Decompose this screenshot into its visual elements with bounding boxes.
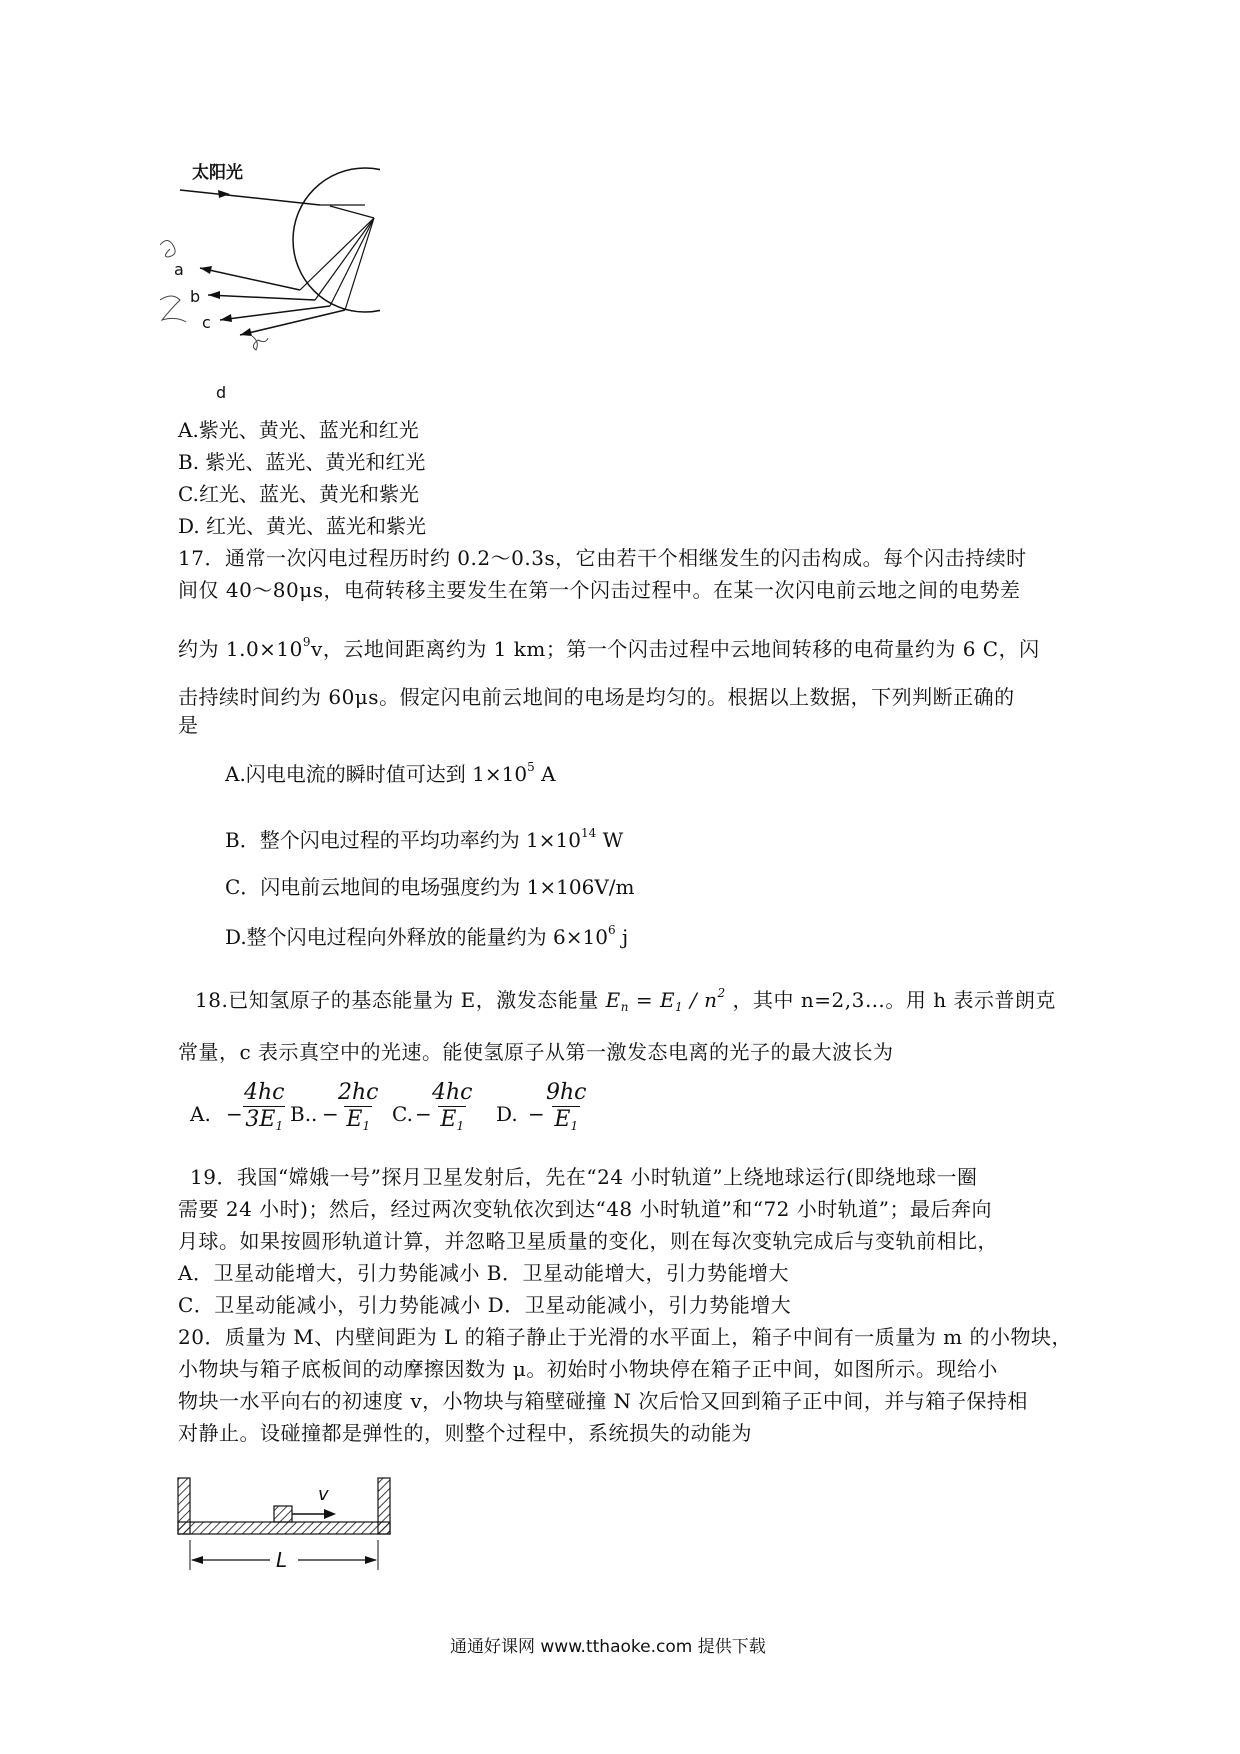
q17-line-4: 击持续时间约为 60μs。假定闪电前云地间的电场是均匀的。根据以上数据，下列判断正确的 [178,685,1015,709]
q18-option-b-label: B.. [290,1102,318,1126]
q19-line-1: 19．我国“嫦娥一号”探月卫星发射后，先在“24 小时轨道”上绕地球运行(即绕地球一圈 [190,1165,978,1189]
q20-line-1: 20．质量为 M、内壁间距为 L 的箱子静止于光滑的水平面上，箱子中间有一质量为 m 的小物块， [178,1325,1072,1349]
footer-source: 通通好课网 www.tthaoke.com 提供下载 [450,1637,766,1657]
q18-option-b-fraction [336,1080,381,1139]
q18-a-numerator: 4hc [244,1080,285,1105]
q17-option-c: C．闪电前云地间的电场强度约为 1×106V/m [225,875,635,899]
sunlight-label: 太阳光 [192,163,243,183]
q18-option-d-label: D. [496,1102,518,1126]
q19-option-line-cd: C．卫星动能减小，引力势能减小 D．卫星动能减小，引力势能增大 [178,1293,792,1317]
q20-line-3: 物块一水平向右的初速度 v，小物块与箱壁碰撞 N 次后恰又回到箱子正中间，并与箱子保持相 [178,1389,1028,1413]
q18-c-denominator: $E_1$ [438,1106,466,1139]
q19-line-2: 需要 24 小时)；然后，经过两次变轨依次到达“48 小时轨道”和“72 小时轨道”；最后奔向 [178,1197,992,1221]
q17-option-d: D.整个闪电过程向外释放的能量约为 $6\times 10^6$ j [225,923,629,949]
q18-option-d-minus: − [528,1102,545,1126]
q17-line-5: 是 [178,713,199,737]
ray-label-c: c [202,313,211,332]
q18-line-2: 常量，c 表示真空中的光速。能使氢原子从第一激发态电离的光子的最大波长为 [178,1040,894,1064]
q18-d-numerator: 9hc [546,1080,587,1105]
q19-line-3: 月球。如果按圆形轨道计算，并忽略卫星质量的变化，则在每次变轨完成后与变轨前相比， [178,1229,998,1253]
velocity-label: v [318,1484,329,1505]
q16-option-c: C.红光、蓝光、黄光和紫光 [178,482,419,506]
q19-option-line-ab: A．卫星动能增大，引力势能减小 B．卫星动能增大，引力势能增大 [178,1261,789,1285]
q18-option-c-minus: − [415,1102,432,1126]
q16-option-d: D. 红光、黄光、蓝光和紫光 [178,514,427,538]
ray-label-b: b [190,287,201,306]
q18-b-numerator: 2hc [338,1080,379,1105]
ray-label-d: d [216,383,227,402]
q18-option-a-minus: − [226,1102,243,1126]
q18-c-numerator: 4hc [432,1080,473,1105]
q18-option-a-fraction [242,1080,287,1139]
q18-a-denominator: $3E_1$ [243,1106,285,1139]
q18-option-c-fraction [430,1080,475,1139]
q16-option-a: A.紫光、黄光、蓝光和红光 [178,418,419,442]
q17-line-1: 17．通常一次闪电过程历时约 0.2～0.3s，它由若干个相继发生的闪击构成。每个闪击持续时 [178,546,1027,570]
q20-line-4: 对静止。设碰撞都是弹性的，则整个过程中，系统损失的动能为 [178,1421,752,1445]
energy-formula: $E_n = E_1 / n^2$ [605,986,726,1014]
q18-option-a-label: A. [190,1102,211,1126]
length-label: L [276,1548,288,1572]
ray-label-a: a [174,260,184,279]
box-block-figure [170,1470,400,1590]
q18-option-c-label: C. [392,1102,413,1126]
small-block [274,1506,292,1522]
q17-line-3: 约为 $1.0\times 10^9v$，云地间距离约为 1 km；第一个闪击过程中云地间转移的电荷量约为 6 C，闪 [178,635,1040,661]
q18-b-denominator: $E_1$ [344,1106,372,1139]
q18-option-b-minus: − [322,1102,339,1126]
q18-line-1: 18.已知氢原子的基态能量为 E，激发态能量 $E_n = E_1 / n^2$ ，其中 n=2,3…。用 h 表示普朗克 [195,986,1056,1014]
q17-option-a: A.闪电电流的瞬时值可达到 $1\times 10^5$ A [225,760,556,786]
q18-d-denominator: $E_1$ [552,1106,580,1139]
q17-option-b: B．整个闪电过程的平均功率约为 $1\times 10^{14}$ W [225,826,624,852]
rainbow-droplet-figure [160,150,380,410]
q17-line-2: 间仅 40～80μs，电荷转移主要发生在第一个闪击过程中。在某一次闪电前云地之间的电势差 [178,578,1021,602]
q18-option-d-fraction [544,1080,589,1139]
q16-option-b: B. 紫光、蓝光、黄光和红光 [178,450,426,474]
q20-line-2: 小物块与箱子底板间的动摩擦因数为 μ。初始时小物块停在箱子正中间，如图所示。现给小 [178,1357,998,1381]
